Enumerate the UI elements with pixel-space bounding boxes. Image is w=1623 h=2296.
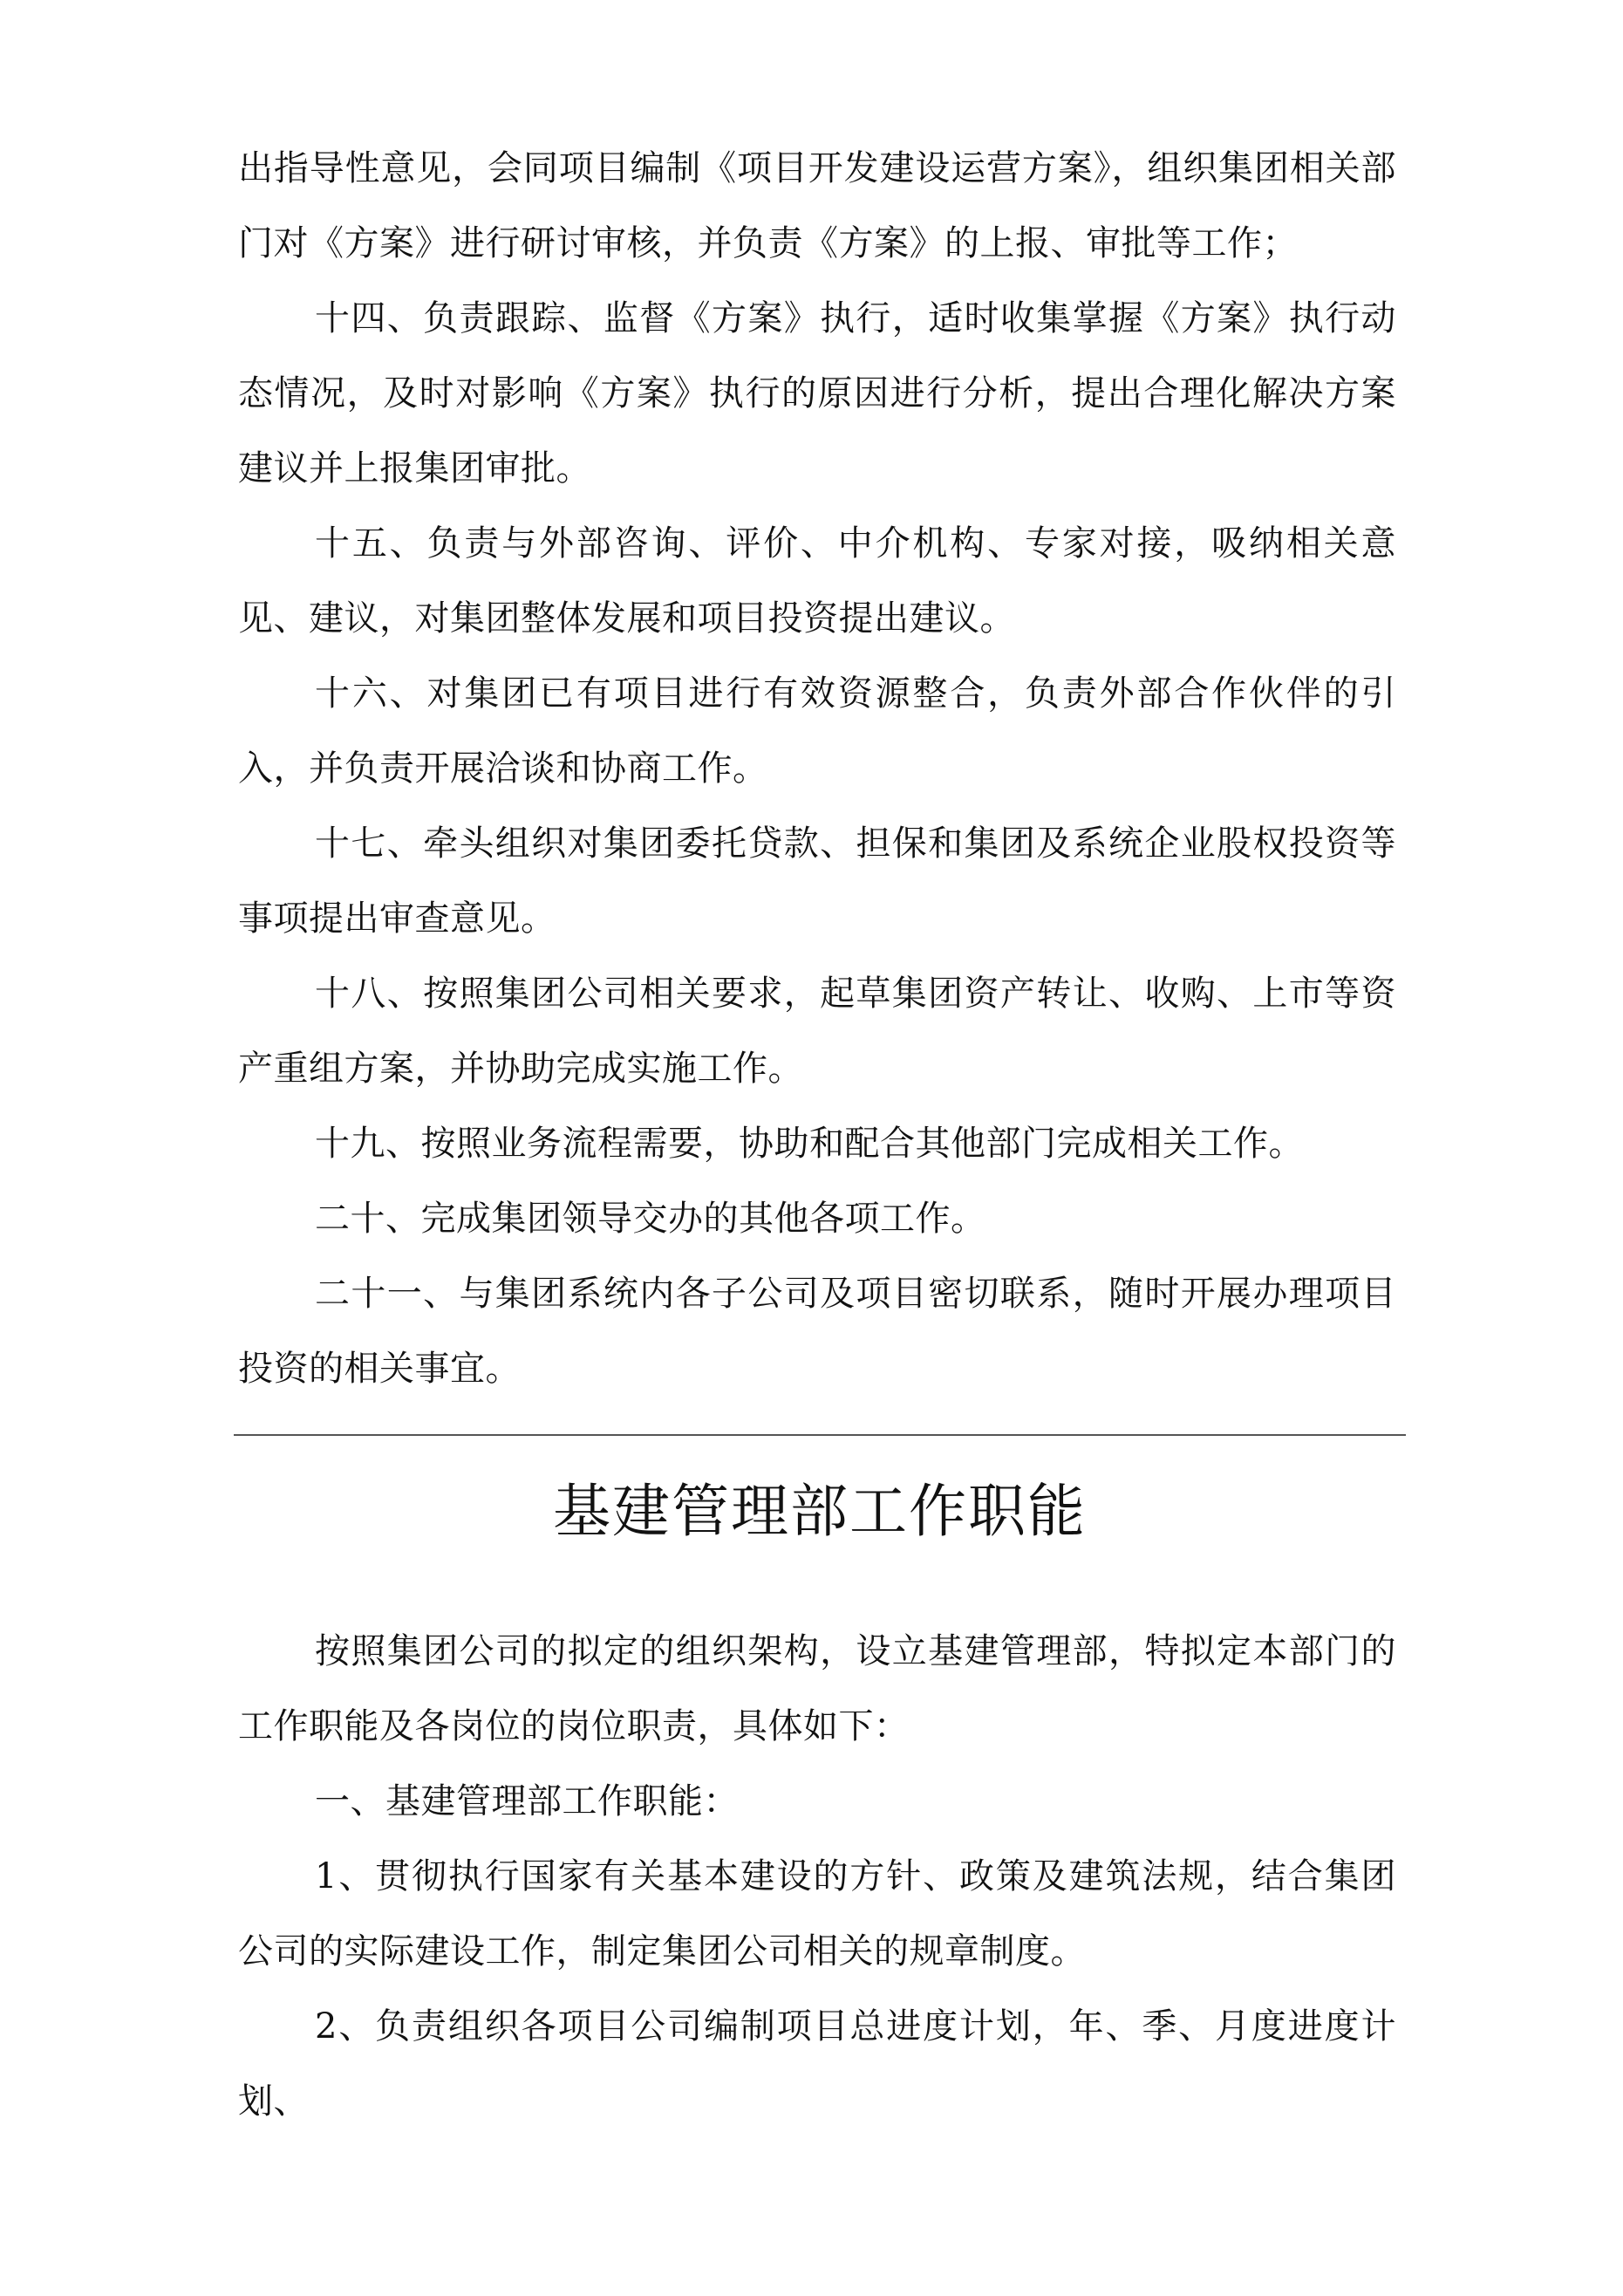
paragraph-16: 十六、对集团已有项目进行有效资源整合，负责外部合作伙伴的引入，并负责开展洽谈和协商工作。 xyxy=(238,673,1396,789)
heading-duties: 一、基建管理部工作职能： xyxy=(315,1781,739,1821)
section-title: 基建管理部工作职能 xyxy=(553,1478,1087,1545)
lower-section xyxy=(238,1614,1396,2139)
paragraph-17: 十七、牵头组织对集团委托贷款、担保和集团及系统企业股权投资等事项提出审查意见。 xyxy=(238,823,1396,939)
paragraph-21: 二十一、与集团系统内各子公司及项目密切联系，随时开展办理项目投资的相关事宜。 xyxy=(238,1274,1396,1389)
duty-item-1: 1、贯彻执行国家有关基本建设的方针、政策及建筑法规，结合集团公司的实际建设工作，制定集团公司相关的规章制度。 xyxy=(238,1856,1396,1971)
section-divider xyxy=(234,1434,1406,1436)
paragraph-18: 十八、按照集团公司相关要求，起草集团资产转让、收购、上市等资产重组方案，并协助完成实施工作。 xyxy=(238,974,1396,1089)
upper-section xyxy=(238,131,1396,1406)
paragraph-19: 十九、按照业务流程需要，协助和配合其他部门完成相关工作。 xyxy=(315,1124,1304,1164)
duty-item-2: 2、负责组织各项目公司编制项目总进度计划，年、季、月度进度计划、 xyxy=(238,2006,1396,2122)
paragraph-15: 十五、负责与外部咨询、评价、中介机构、专家对接，吸纳相关意见、建议，对集团整体发展和项目投资提出建议。 xyxy=(238,523,1396,639)
paragraph-20: 二十、完成集团领导交办的其他各项工作。 xyxy=(315,1199,986,1239)
intro-paragraph: 按照集团公司的拟定的组织架构，设立基建管理部，特拟定本部门的工作职能及各岗位的岗位职责，具体如下： xyxy=(238,1631,1396,1746)
paragraph-14: 十四、负责跟踪、监督《方案》执行，适时收集掌握《方案》执行动态情况，及时对影响《方案》执行的原因进行分析，提出合理化解决方案建议并上报集团审批。 xyxy=(238,298,1396,489)
paragraph-1: 出指导性意见，会同项目编制《项目开发建设运营方案》，组织集团相关部门对《方案》进行研讨审核，并负责《方案》的上报、审批等工作； xyxy=(238,148,1396,263)
